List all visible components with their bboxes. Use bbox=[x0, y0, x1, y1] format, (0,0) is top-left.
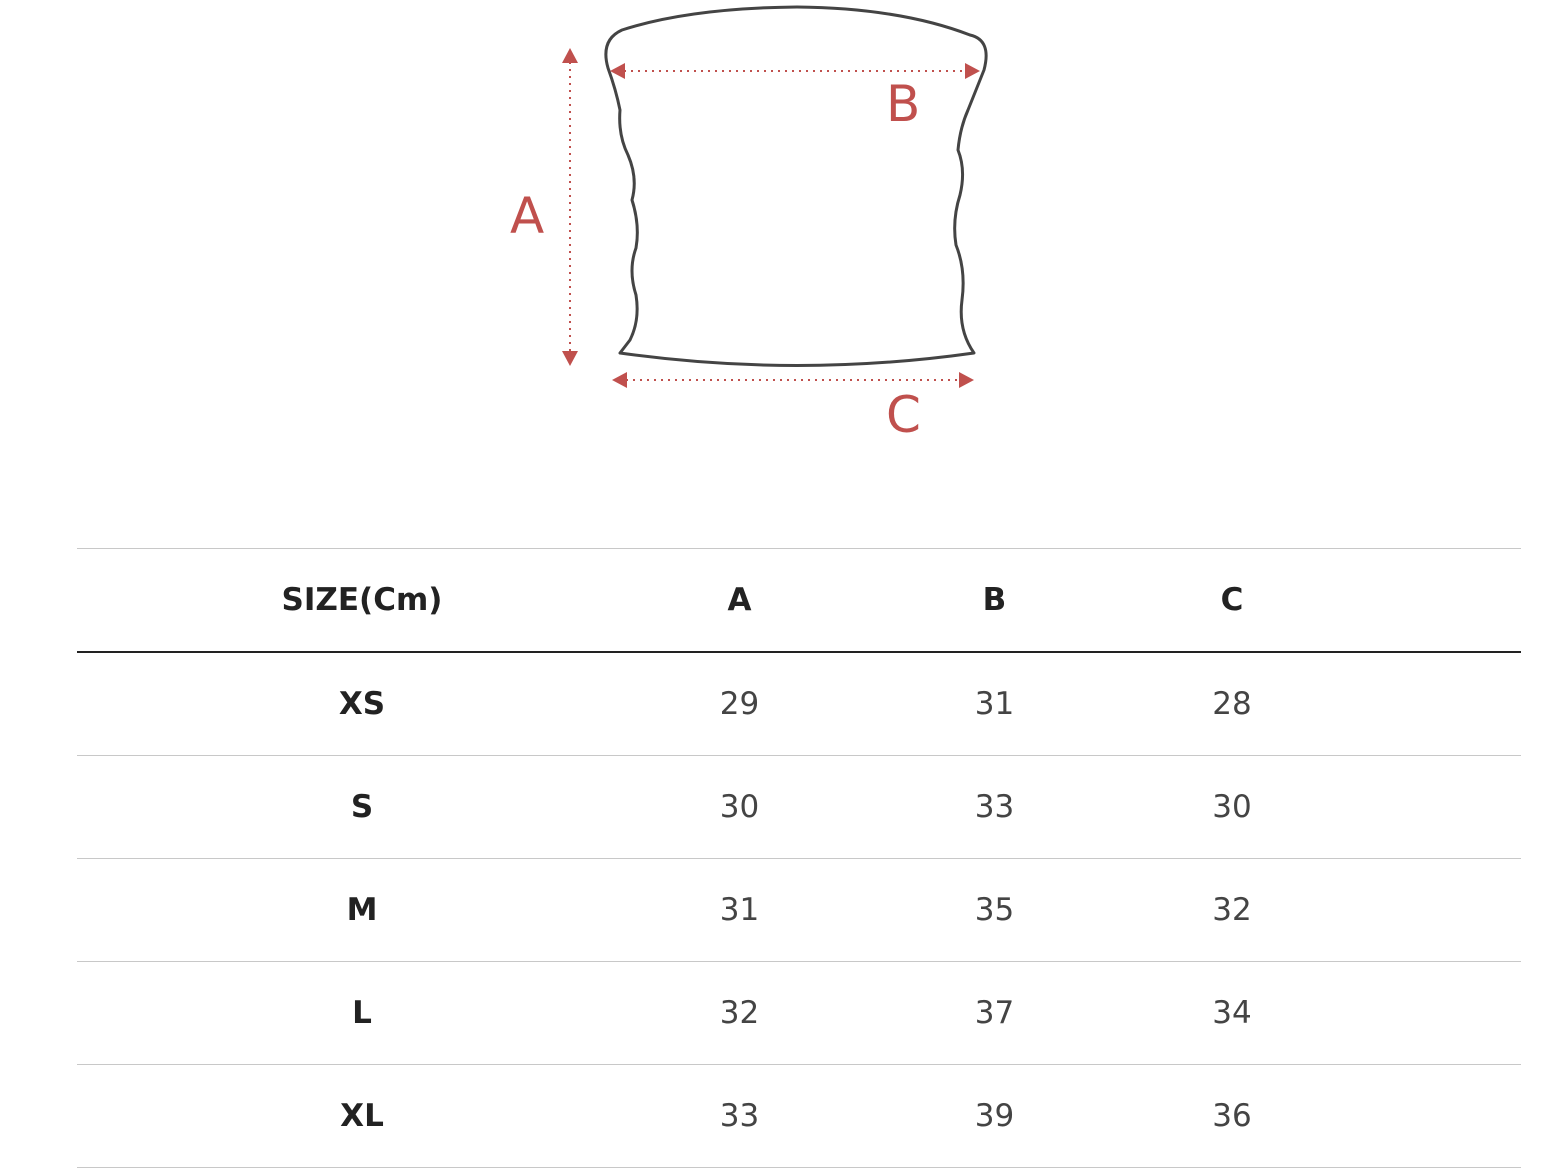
value-a-cell: 32 bbox=[719, 995, 760, 1031]
size-cell: XL bbox=[340, 1098, 384, 1134]
size-cell: L bbox=[352, 995, 372, 1031]
table-row bbox=[77, 859, 1521, 962]
spacer-cell bbox=[1307, 652, 1521, 756]
header-size: SIZE(Cm) bbox=[281, 582, 443, 618]
table-row bbox=[77, 652, 1521, 756]
dimension-c-label: C bbox=[886, 386, 921, 444]
garment-diagram bbox=[0, 0, 1560, 470]
dimension-b-arrow bbox=[610, 63, 980, 79]
value-b-cell: 33 bbox=[974, 789, 1015, 825]
spacer-cell bbox=[1307, 1065, 1521, 1168]
value-b-cell: 39 bbox=[974, 1098, 1015, 1134]
table-row bbox=[77, 962, 1521, 1065]
size-cell: S bbox=[350, 789, 374, 825]
value-a-cell: 33 bbox=[719, 1098, 760, 1134]
value-b-cell: 37 bbox=[974, 995, 1015, 1031]
value-c-cell: 32 bbox=[1212, 892, 1252, 928]
size-cell: XS bbox=[338, 686, 386, 722]
value-b-cell: 31 bbox=[974, 686, 1015, 722]
header-a: A bbox=[727, 582, 752, 618]
header-c: C bbox=[1220, 582, 1244, 618]
table-header-row bbox=[77, 549, 1521, 653]
value-b-cell: 35 bbox=[974, 892, 1015, 928]
value-c-cell: 30 bbox=[1212, 789, 1252, 825]
table-row bbox=[77, 756, 1521, 859]
header-spacer bbox=[1307, 549, 1521, 653]
value-c-cell: 34 bbox=[1212, 995, 1252, 1031]
spacer-cell bbox=[1307, 756, 1521, 859]
dimension-a-arrow bbox=[562, 48, 578, 366]
dimension-a-label: A bbox=[510, 187, 545, 245]
header-b: B bbox=[982, 582, 1007, 618]
table-row bbox=[77, 1065, 1521, 1168]
value-c-cell: 28 bbox=[1212, 686, 1252, 722]
size-cell: M bbox=[346, 892, 378, 928]
spacer-cell bbox=[1307, 962, 1521, 1065]
value-a-cell: 30 bbox=[719, 789, 760, 825]
size-chart-table bbox=[77, 548, 1521, 1168]
value-a-cell: 31 bbox=[719, 892, 760, 928]
value-a-cell: 29 bbox=[719, 686, 760, 722]
spacer-cell bbox=[1307, 859, 1521, 962]
value-c-cell: 36 bbox=[1212, 1098, 1252, 1134]
neck-gaiter-outline-drawing bbox=[0, 0, 1560, 470]
garment-outline bbox=[606, 7, 986, 366]
dimension-b-label: B bbox=[886, 75, 921, 133]
